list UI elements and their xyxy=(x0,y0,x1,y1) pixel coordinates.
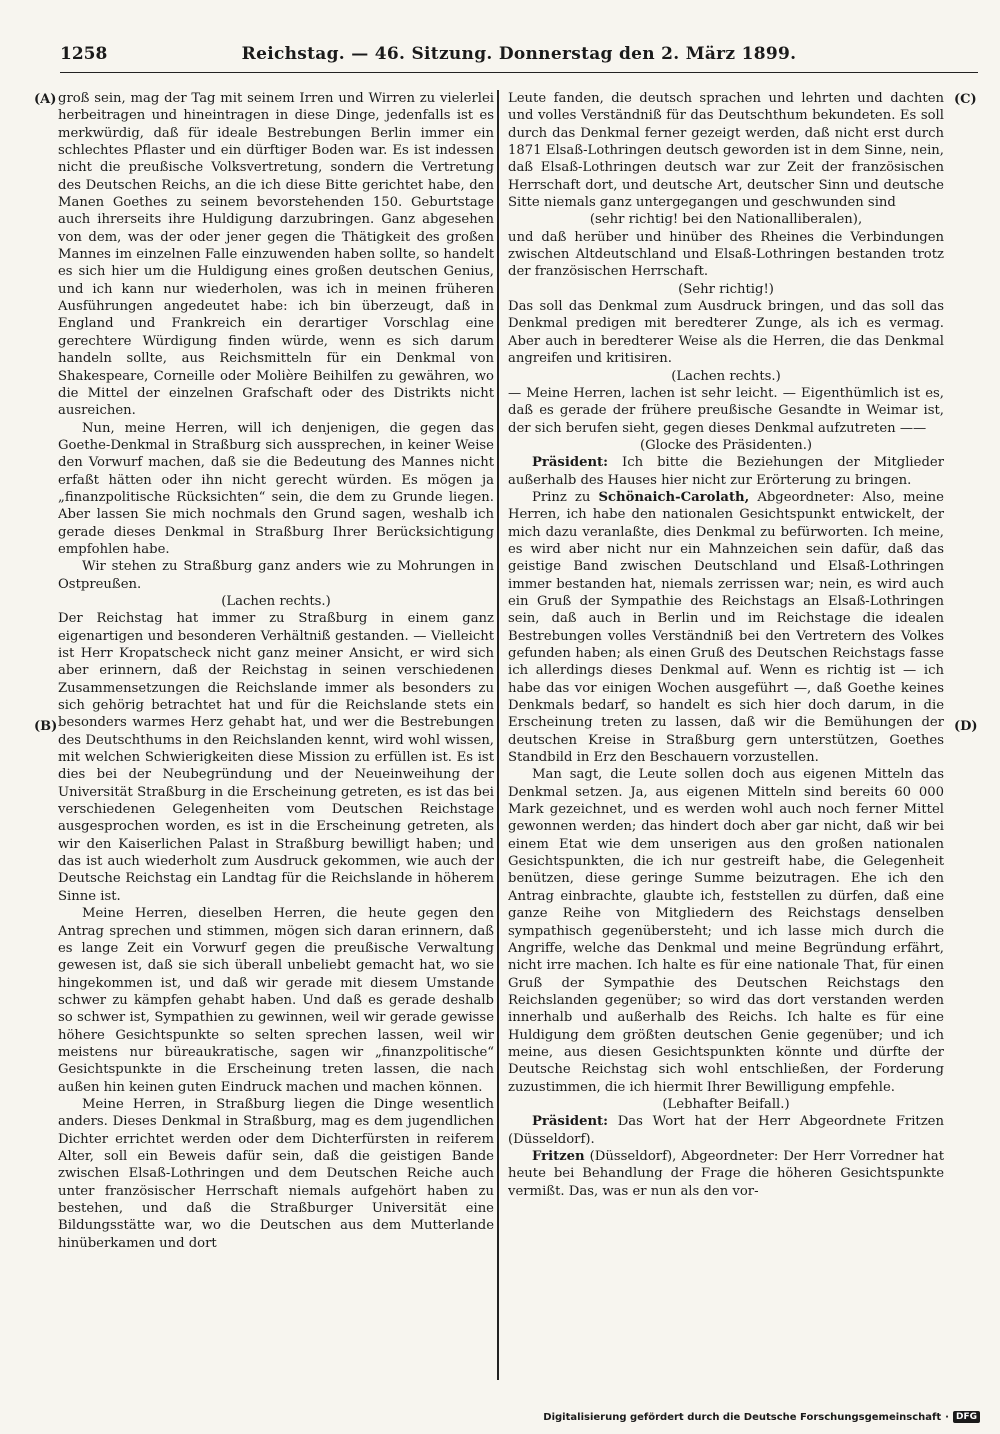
paragraph-text: und daß herüber und hinüber des Rheines die Verbindungen zwischen Altdeutschland und Elsaß-Lothringen bestanden trotz der französischen Herrschaft. xyxy=(508,229,944,280)
paragraph xyxy=(508,1113,944,1148)
column-divider xyxy=(497,90,499,1380)
paragraph-text: Abgeordneter: Also, meine Herren, ich habe den nationalen Gesichtspunkt entwickelt, der mich dazu veranlaßte, dies Denkmal zu befürworten. Ich meine, es wird aber nicht nur ein Mahnzeichen sein dafür, daß das geistige Band zwischen Deutschland und Elsaß-Lothringen immer bestanden hat, niemals zerrissen war; nein, es wird auch ein Gruß der Sympathie des Reichstags an Elsaß-Lothringen sein, daß auch in Berlin und im Reichstage die idealen Bestrebungen volles Verständniß bei den Vertretern des Volkes gefunden haben; als einen Gruß des Deutschen Reichstags fasse ich allerdings dieses Denkmal auf. Wenn es richtig ist — ich habe das vor einigen Wochen ausgeführt —, daß Goethe keines Denkmals bedarf, so handelt es sich hier doch darum, in die Erscheinung treten zu lassen, daß wir die Bemühungen der deutschen Kreise in Straßburg gern unterstützen, Goethes Standbild in Erz den Beschauern vorzustellen. xyxy=(508,489,944,766)
paragraph xyxy=(508,90,944,211)
paragraph-text: (sehr richtig! bei den Nationalliberalen), xyxy=(589,212,863,228)
margin-mark-c: (C) xyxy=(954,92,977,107)
paragraph-text: (Lachen rechts.) xyxy=(671,368,781,384)
speaker-name: Schönaich-Carolath, xyxy=(598,489,750,505)
interjection xyxy=(58,593,494,610)
paragraph-text: (Glocke des Präsidenten.) xyxy=(639,437,813,453)
paragraph xyxy=(508,229,944,281)
footer-text: Digitalisierung gefördert durch die Deutsche Forschungsgemeinschaft xyxy=(543,1411,942,1423)
speaker-name: Fritzen xyxy=(532,1148,585,1164)
paragraph-text: — Meine Herren, lachen ist sehr leicht. — Eigenthümlich ist es, daß es gerade der frühere preußische Gesandte in Weimar ist, der sich berufen sieht, gegen dieses Denkmal aufzutreten —— xyxy=(508,385,944,436)
interjection xyxy=(508,368,944,385)
paragraph-text: (Düsseldorf), Abgeordneter: Der Herr Vorredner hat heute bei Behandlung der Frage die höheren Gesichtspunkte vermißt. Das, was er nun als den vor- xyxy=(508,1148,944,1199)
paragraph xyxy=(58,610,494,905)
paragraph-text: Der Reichstag hat immer zu Straßburg in einem ganz eigenartigen und besonderen Verhältniß gestanden. — Vielleicht ist Herr Kropatscheck nicht ganz meiner Ansicht, er wird sich aber erinnern, daß der Reichstag in seinen verschiedenen Zusammensetzungen die Reichslande immer als besonders zu sich gehörig betrachtet hat und für die Reichslande stets ein besonders warmes Herz gehabt hat, und wer die Bestrebungen des Deutschthums in den Reichslanden kennt, wird wohl wissen, mit welchen Schwierigkeiten diese Mission zu erfüllen ist. Es ist dies bei der Neubegründung und der Neueinweihung der Universität Straßburg in die Erscheinung getreten, es ist das bei verschiedenen Gelegenheiten vom Deutschen Reichstage ausgesprochen worden, es ist in die Erscheinung getreten, als wir den Kaiserlichen Palast in Straßburg bewilligt haben; und das ist auch wiederholt zum Ausdruck gekommen, wie auch der Deutsche Reichstag ein Landtag für die Reichslande in höherem Sinne ist. xyxy=(58,611,494,904)
left-text-column xyxy=(58,90,494,1380)
paragraph-text: groß sein, mag der Tag mit seinem Irren und Wirren zu vielerlei herbeitragen und hineintragen in diese Dinge, jedenfalls ist es merkwürdig, daß für ideale Bestrebungen Berlin immer ein schlechtes Pflaster und ein dürftiger Boden war. Es ist indessen nicht die preußische Volksvertretung, sondern die Vertretung des Deutschen Reichs, an die ich diese Bitte gerichtet habe, den Manen Goethes zu seinem bevorstehenden 150. Geburtstage auch ihrerseits ihre Huldigung darzubringen. Ganz abgesehen von dem, was der oder jener gegen die Thätigkeit des großen Mannes im einzelnen Falle einzuwenden haben sollte, so handelt es sich hier um die Huldigung eines großen deutschen Genius, und ich kann nur wiederholen, was ich in meinen früheren Ausführungen angedeutet habe: ich bin überzeugt, daß in England und Frankreich ein derartiger Vorschlag eine gerechtere Würdigung finden würde, wenn es sich darum handeln sollte, aus Reichsmitteln für ein Denkmal von Shakespeare, Corneille oder Molière Beihilfen zu gewähren, wo die Mittel der einzelnen Grafschaft oder des Distrikts nicht ausreichen. xyxy=(58,91,494,419)
paragraph xyxy=(508,766,944,1096)
interjection xyxy=(508,1096,944,1113)
paragraph-text: Ich bitte die Beziehungen der Mitglieder außerhalb des Hauses hier nicht zur Erörterung zu bringen. xyxy=(508,455,944,488)
running-title: Reichstag. — 46. Sitzung. Donnerstag den 2. März 1899. xyxy=(241,44,797,64)
paragraph-text: (Sehr richtig!) xyxy=(678,281,774,297)
page-number: 1258 xyxy=(60,44,108,64)
margin-mark-d: (D) xyxy=(954,719,978,734)
speaker-name: Präsident: xyxy=(532,1114,609,1130)
paragraph-text: Meine Herren, dieselben Herren, die heute gegen den Antrag sprechen und stimmen, mögen sich daran erinnern, daß es lange Zeit ein Vorwurf gegen die preußische Verwaltung gewesen ist, daß sie sich überall unbeliebt gemacht hat, wo sie hingekommen ist, und daß wir gerade mit diesem Umstande schwer zu kämpfen gehabt haben. Und daß es gerade deshalb so schwer ist, Sympathien zu gewinnen, weil wir gerade gewisse höhere Gesichtspunkte so selten sprechen lassen, weil wir meistens nur büreaukratische, sagen wir „finanzpolitische“ Gesichtspunkte in die Erscheinung treten lassen, die nach außen hin keinen guten Eindruck machen und machen können. xyxy=(58,906,494,1095)
paragraph-text: Das Wort hat der Herr Abgeordnete Fritzen (Düsseldorf). xyxy=(508,1114,944,1147)
paragraph xyxy=(58,90,494,420)
page-header xyxy=(60,44,978,73)
margin-mark-a: (A) xyxy=(34,92,57,107)
paragraph xyxy=(508,454,944,489)
paragraph-text: Nun, meine Herren, will ich denjenigen, die gegen das Goethe-Denkmal in Straßburg sich aussprechen, in keiner Weise den Vorwurf machen, daß sie die Bedeutung des Mannes nicht erfaßt hätten oder ihn nicht gerecht würden. Es mögen ja „finanzpolitische Rücksichten“ sein, die dem zu Grunde liegen. Aber lassen Sie mich nochmals den Grund sagen, weshalb ich gerade dieses Denkmal in Straßburg Ihrer Berücksichtigung empfohlen habe. xyxy=(58,420,494,557)
paragraph-text: Leute fanden, die deutsch sprachen und lehrten und dachten und volles Verständniß für das Deutschthum bekundeten. Es soll durch das Denkmal ferner gezeigt werden, daß nicht erst durch 1871 Elsaß-Lothringen deutsch geworden ist in dem Sinne, nein, daß Elsaß-Lothringen deutsch war zur Zeit der französischen Herrschaft dort, und deutsche Art, deutscher Sinn und deutsche Sitte niemals ganz untergegangen und geschwunden sind xyxy=(508,91,944,211)
paragraph-text: (Lebhafter Beifall.) xyxy=(662,1096,790,1112)
paragraph xyxy=(508,298,944,367)
paragraph xyxy=(508,385,944,437)
paragraph xyxy=(58,905,494,1096)
paragraph xyxy=(58,420,494,559)
paragraph-text: (Lachen rechts.) xyxy=(221,593,331,609)
paragraph-text: Wir stehen zu Straßburg ganz anders wie zu Mohrungen in Ostpreußen. xyxy=(58,559,494,592)
interjection xyxy=(508,211,944,228)
footer-credit xyxy=(543,1411,980,1423)
paragraph xyxy=(58,1096,494,1252)
paragraph-text: Man sagt, die Leute sollen doch aus eigenen Mitteln das Denkmal setzen. Ja, aus eigenen Mitteln sind bereits 60 000 Mark gezeichnet, und es werden wohl auch noch ferner Mittel gewonnen werden; das hindert doch aber gar nicht, daß wir bei einem Etat wie dem unserigen aus den großen nationalen Gesichtspunkten, die ich nur gestreift habe, die Gelegenheit benützen, diese geringe Summe beizutragen. Ehe ich den Antrag einbrachte, glaubte ich, feststellen zu dürfen, daß eine ganze Reihe von Mitgliedern des Reichstags denselben sympathisch gegenübersteht; und ich lasse mich durch die Angriffe, welche das Denkmal und meine Begründung erfährt, nicht irre machen. Ich halte es für eine nationale That, für einen Gruß der Sympathie des Deutschen Reichstags den Reichslanden gegenüber; so wird das dort verstanden werden innerhalb und außerhalb des Reichs. Ich halte es für eine Huldigung dem größten deutschen Genie gegenüber; und ich meine, aus diesen Gesichtspunkten könnte und dürfte der Deutsche Reichstag sich wohl entschließen, der Forderung zuzustimmen, die ich hiermit Ihrer Bewilligung empfehle. xyxy=(508,767,944,1095)
footer-separator: · xyxy=(945,1411,949,1423)
interjection xyxy=(508,281,944,298)
interjection xyxy=(508,437,944,454)
paragraph xyxy=(508,489,944,767)
dfg-logo: DFG xyxy=(953,1411,980,1423)
paragraph-text: Das soll das Denkmal zum Ausdruck bringen, und das soll das Denkmal predigen mit beredterer Zunge, als ich es vermag. Aber auch in beredterer Weise als die Herren, die das Denkmal angreifen und kritisiren. xyxy=(508,299,944,367)
right-text-column xyxy=(508,90,944,1380)
paragraph-text: Meine Herren, in Straßburg liegen die Dinge wesentlich anders. Dieses Denkmal in Straßburg, mag es dem jugendlichen Dichter errichtet werden oder dem Dichterfürsten in reiferem Alter, soll ein Beweis dafür sein, daß die geistigen Bande zwischen Elsaß-Lothringen und dem Deutschen Reiche auch unter französischer Herrschaft niemals aufgehört haben zu bestehen, und daß die Straßburger Universität eine Bildungsstätte war, wo die Deutschen aus dem Mutterlande hinüberkamen und dort xyxy=(58,1096,494,1251)
margin-mark-b: (B) xyxy=(34,719,58,734)
speaker-name: Präsident: xyxy=(532,455,609,471)
paragraph xyxy=(508,1148,944,1200)
paragraph xyxy=(58,558,494,593)
speaker-prefix: Prinz zu xyxy=(532,489,599,505)
